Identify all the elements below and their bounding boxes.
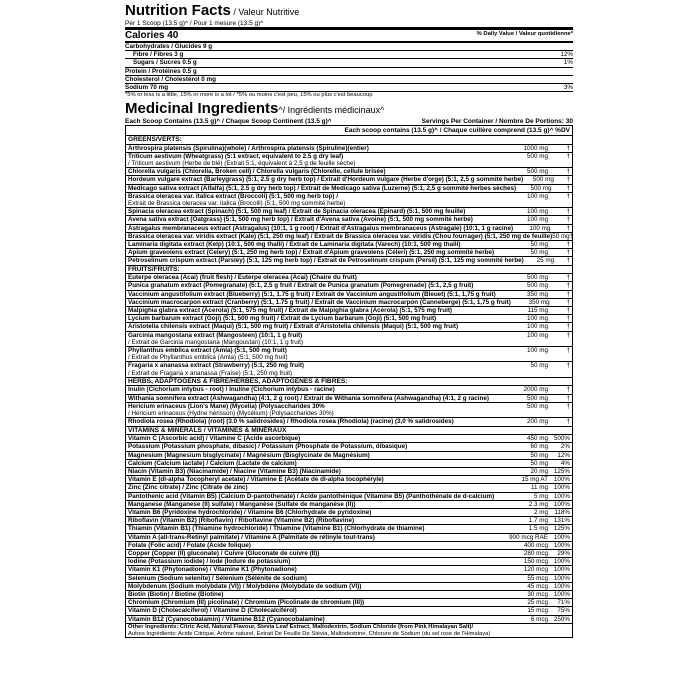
ingredient-amount: 100 mg: [526, 315, 548, 323]
ingredient-name: Molybdenum (Sodium molybdate (VI)) / Molybdène (Molybdate de sodium (VI)): [128, 582, 362, 590]
ingredient-dv: 500%: [553, 435, 570, 443]
ingredient-amount: 400 mcg: [523, 541, 548, 549]
ingredient-name: Arthrospira platensis (Spirulina)(whole) / Arthrospira platensis (Spiruline)(entier): [128, 144, 369, 152]
ingredient-row: [126, 361, 572, 369]
ingredient-dv: 100%: [553, 476, 570, 484]
ingredient-amount: 500 mg: [532, 176, 554, 184]
ingredient-name: Vitamin E (dl-alpha Tocopheryl acetate) / Vitamine E (Acétate de dl-alpha tocophéryle): [128, 476, 384, 484]
ingredient-amount: 50 mg: [530, 241, 548, 249]
ingredient-dv: 12%: [557, 451, 570, 459]
ingredient-dv: †: [566, 144, 570, 152]
ingredient-dv: †: [566, 298, 570, 306]
ingredient-dv: 125%: [553, 467, 570, 475]
ingredient-name: Hordeum vulgare extract (Barleygrass) (5:1, 2.5 g dry herb top) / Extrait d'Hordeum vulgare (Herbe d'orge) (5:1, 2,5 g sommité herbe): [128, 176, 524, 184]
ingredient-dv: †: [566, 307, 570, 315]
ingredient-row: [126, 410, 572, 417]
ingredient-amount: 150 mcg: [523, 558, 548, 566]
ingredient-name: Phyllanthus emblica extract (Amla) (5:1, 500 mg fruit): [128, 347, 287, 355]
ingredient-amount: 2.3 mg: [528, 500, 548, 508]
ingredient-amount: 15 mcg: [527, 607, 548, 615]
ingredient-row: [126, 606, 572, 614]
ingredient-amount: 100 mg: [526, 208, 548, 216]
ingredient-amount: 5 mg: [534, 492, 548, 500]
ingredient-row: [126, 574, 572, 582]
ingredient-amount: 50 mg: [530, 451, 548, 459]
ingredient-name: Iodine (Potassium iodide) / Iode (Iodure de potassium): [128, 558, 291, 566]
ingredient-row: [126, 524, 572, 532]
ingredient-name: Magnesium (Magnesium bisglycinate) / Magnésium (Bisglycinate de Magnésium): [128, 451, 370, 459]
ingredient-row: [126, 451, 572, 459]
ingredient-name: Medicago sativa extract (Alfalfa) (5:1, 2.5 g dry herb top) / Extrait de Medicago sativa (Luzerne) (5:1, 2,5 g sommité herbes sèches): [128, 184, 517, 192]
ingredient-amount: 20 mg: [530, 467, 548, 475]
ingredient-row: [126, 417, 572, 425]
nutrition-rows: [125, 41, 573, 91]
ingredient-name: Biotin (Biotin) / Biotine (Biotine): [128, 590, 224, 598]
other-ingredients: [126, 623, 572, 638]
ingredient-row: [126, 240, 572, 248]
nutrient-name: Cholesterol / Cholestérol 0 mg: [125, 75, 216, 83]
ingredient-row: [126, 516, 572, 524]
ingredient-row: [126, 322, 572, 330]
ingredient-dv: †: [566, 184, 570, 192]
ingredient-dv: 100%: [553, 566, 570, 574]
ingredient-name: Astragalus membranaceus extract (Astragalus) (10:1, 1 g root) / Extrait d'Astragalus membranaceus (Astragale) (10:1, 1 g racine): [128, 224, 514, 232]
ingredient-amount: 115 mg: [527, 307, 548, 315]
ingredient-name: Niacin (Vitamin B3) (Niacinamide) / Niacine (Vitamine B3) (Niacinamide): [128, 467, 341, 475]
ingredient-row: [126, 582, 572, 590]
ingredient-amount: 1000 mg: [523, 144, 548, 152]
dv-footnote: *5% or less is a little, 15% or more is a lot / *5% ou moins c'est peu, 15% ou plus c'est beaucoup: [125, 91, 573, 99]
ingredient-row: [126, 248, 572, 256]
ingredient-row: [126, 167, 572, 175]
ingredient-row: [126, 290, 572, 298]
ingredient-amount: 25 mcg: [527, 599, 548, 607]
ingredient-name: Chromium (Chromium (III) picolinate) / Chromium (Picolinate de chromium (III)): [128, 599, 365, 607]
ingredient-row: [126, 402, 572, 410]
ingredient-dv: 100%: [553, 590, 570, 598]
ingredient-row: [126, 152, 572, 160]
ingredient-name: Hericium erinaceus (Lion's Mane) (Mycelia) (Polysaccharides 30%: [128, 402, 325, 410]
nutrient-name: Fibre / Fibres 3 g: [133, 51, 184, 59]
ingredient-name: Garcinia mangostana extract (Mangosteen) (10:1, 1 g fruit): [128, 331, 303, 339]
nutrient-name: Protein / Protéines 0.5 g: [125, 67, 197, 75]
ingredient-name: Euterpe oleracea (Acai) (fruit flesh) / Euterpe oleracea (Acai) (Chaire du fruit): [128, 274, 357, 282]
ingredient-name: Aristotelia chilensis extract (Maqui) (5:1, 500 mg fruit) / Extrait d'Aristotelia chilensis (Maqui) (5:1, 500 mg fruit): [128, 323, 459, 331]
ingredient-amount: 500 mg: [526, 394, 548, 402]
ingredient-dv: †: [566, 290, 570, 298]
ingredient-amount: 25 mg: [536, 257, 555, 265]
ingredient-dv: †: [566, 282, 570, 290]
ingredient-dv: 100%: [553, 500, 570, 508]
ingredient-amount: 60 mg: [530, 443, 548, 451]
ingredient-name: / Extrait de Garcinia mangostana (Mangoustan) (10:1, 1 g fruit): [128, 338, 303, 346]
ingredient-dv: †: [566, 257, 570, 265]
ingredient-row: [126, 549, 572, 557]
ingredient-name: Lycium barbarum extract (Goji) (5:1, 500 mg fruit) / Extrait de Lycium barbarum (Goji) (5:1, 500 mg fruit): [128, 315, 437, 323]
ingredient-dv: 100%: [553, 492, 570, 500]
ingredient-dv: 100%: [553, 484, 570, 492]
section-title: VITAMINS & MINERALS / VITAMINES & MINÉRAUX: [126, 426, 572, 435]
ingredient-amount: 6 mcg: [530, 615, 548, 623]
ingredient-amount: 500 mg: [530, 184, 552, 192]
ingredient-amount: 45 mcg: [527, 582, 548, 590]
ingredient-name: Chlorella vulgaris (Chlorella, Broken cell) / Chlorella vulgaris (Chlorelle, cellule brisée): [128, 168, 386, 176]
ingredient-amount: 100 mg: [526, 323, 548, 331]
ingredient-amount: 2 mg: [534, 508, 548, 516]
ingredient-name: Vitamin A (all-trans-Retinyl palmitate) / Vitamine A (Palmitate de rétinyle tout-trans): [128, 533, 375, 541]
calories-row: [125, 27, 573, 41]
ingredient-row: [126, 492, 572, 500]
ingredient-dv: 100%: [553, 558, 570, 566]
ingredient-row: [126, 256, 572, 264]
ingredient-name: Vaccinium macrocarpon extract (Cranberry) (5:1, 1.75 g fruit) / Extrait de Vaccinium macrocarpon (Canneberge) (5:1, 1,75 g fruit): [128, 298, 511, 306]
ingredient-row: [126, 200, 572, 207]
ingredient-amount: 500 mg: [526, 152, 548, 160]
nutrient-name: Carbohydrates / Glucides 9 g: [125, 43, 213, 50]
nutrition-facts-title: Nutrition Facts: [125, 2, 231, 19]
nutrition-row: [125, 83, 573, 91]
ingredient-dv: †: [566, 323, 570, 331]
ingredient-name: Apium graveolens extract (Celery) (5:1, 250 mg herb top) / Extrait d'Apium graveolens (Céleri) (5:1, 250 mg sommité herbe): [128, 249, 495, 257]
ingredient-dv: †: [566, 208, 570, 216]
ingredient-name: Triticum aestivum (Wheatgrass) (5:1 extract, equivalent to 2.5 g dry leaf): [128, 152, 344, 160]
ingredient-row: [126, 467, 572, 475]
ingredient-dv: †: [566, 347, 570, 355]
ingredient-amount: 55 mcg: [527, 574, 548, 582]
ingredient-name: Vaccinium angustifolium extract (Blueberry) (5:1, 1.75 g fruit) / Extrait de Vaccinium angustifolium (Bleuet) (5:1, 1,75 g fruit): [128, 290, 496, 298]
medicinal-subheader: [125, 118, 573, 125]
ingredient-dv: 4%: [560, 459, 570, 467]
ingredient-row: [126, 160, 572, 167]
ingredient-amount: 50 mg: [530, 249, 548, 257]
ingredient-dv: 100%: [553, 582, 570, 590]
ingredient-row: [126, 557, 572, 565]
ingredient-name: Vitamin D (Cholecalciferol) / Vitamine D (Cholécalciférol): [128, 607, 297, 615]
ingredient-row: [126, 354, 572, 361]
ingredient-dv: †: [566, 386, 570, 394]
ingredient-dv: †: [566, 331, 570, 339]
ingredient-row: [126, 565, 572, 573]
ingredient-row: [126, 533, 572, 541]
ingredient-name: Avena sativa extract (Oatgrass) (5:1, 500 mg herb top) / Extrait d'Avena sativa (Avoine) (5:1, 500 mg sommité herbe): [128, 216, 473, 224]
ingredient-amount: 500 mg: [526, 282, 548, 290]
ingredient-row: [126, 590, 572, 598]
ingredient-name: Vitamin B12 (Cyanocobalamin) / Vitamine B12 (Cyanocobalamine): [128, 615, 325, 623]
ingredient-amount: 50 mg: [552, 232, 570, 240]
ingredient-dv: †: [566, 192, 570, 200]
ingredient-dv: †: [566, 216, 570, 224]
ingredient-sections: [126, 135, 572, 623]
ingredient-name: Vitamin B6 (Pyridoxine hydrochloride) / Vitamine B6 (Chlorhydrate de pyridoxine): [128, 508, 372, 516]
ingredient-name: Potassium (Potassium phosphate, dibasic) / Potassium (Phosphate de Potassium, dibasique): [128, 443, 408, 451]
ingredient-name: Inulin (Cichorium intybus - root) / Inuline (Cichorium intybus - racine): [128, 386, 335, 394]
nutrition-facts-title-fr: / Valeur Nutritive: [230, 7, 300, 17]
calories: Calories 40: [125, 30, 179, 41]
ingredient-dv: 100%: [553, 533, 570, 541]
ingredient-row: [126, 281, 572, 289]
other-ingredients-fr: Autres Ingrédients: Acide Citrique, Arôme naturel, Extrait De Feuille De Stévia, Maltodextrine, Chlorure de Sodium (du sel rose de l'Himalaya): [128, 630, 491, 637]
ingredients-table: [125, 125, 573, 638]
ingredient-dv: †: [566, 176, 570, 184]
ingredient-amount: 11 mg: [530, 484, 548, 492]
ingredient-dv: 75%: [557, 607, 570, 615]
nutrient-dv: 12%: [560, 51, 573, 59]
ingredient-row: [126, 175, 572, 183]
ingredient-dv: †: [566, 362, 570, 370]
medicinal-title: Medicinal Ingredients: [125, 100, 279, 118]
ingredient-name: Petroselinum crispum extract (Parsley) (5:1, 125 mg herb top) / Extrait de Petroselinum crispum (Persil) (5:1, 125 mg sommité herbe): [128, 257, 524, 265]
nutrient-dv: 3%: [563, 84, 573, 92]
daily-value-header: % Daily Value / Valeur quotidienne*: [476, 31, 573, 37]
ingredient-amount: 100 mg: [526, 192, 548, 200]
ingredient-dv: †: [566, 152, 570, 160]
ingredient-amount: 100 mg: [529, 224, 551, 232]
ingredient-row: [126, 273, 572, 281]
ingredient-row: [126, 598, 572, 606]
section-title: GREENS/VERTS:: [126, 135, 572, 144]
ingredient-row: [126, 184, 572, 192]
ingredient-dv: †: [566, 241, 570, 249]
ingredient-amount: 120 mcg: [523, 566, 548, 574]
section-title: FRUITS/FRUITS:: [126, 265, 572, 274]
ingredient-row: [126, 207, 572, 215]
ingredient-amount: 500 mg: [526, 402, 548, 410]
nutrition-row: [125, 75, 573, 83]
ingredient-amount: 100 mg: [526, 347, 548, 355]
ingredient-dv: †: [566, 224, 570, 232]
ingredient-amount: 100 mg: [526, 331, 548, 339]
ingredient-dv: †: [566, 402, 570, 410]
ingredient-amount: 500 mg: [526, 168, 548, 176]
ingredient-name: / Extrait de Fragaria x ananassa (Fraise) (5:1, 250 mg fruit): [128, 369, 293, 377]
ingredient-amount: 200 mg: [526, 418, 548, 426]
supplement-label: [125, 2, 573, 638]
ingredient-amount: 1.5 mg: [528, 525, 548, 533]
ingredient-name: Laminaria digitata extract (Kelp) (10:1, 500 mg thalli) / Extrait de Laminaria digitata (Varech) (10:1, 500 mg thalli): [128, 241, 461, 249]
ingredient-row: [126, 370, 572, 377]
ingredient-dv: 100%: [553, 541, 570, 549]
serving-size: Per 1 Scoop (13.5 g)^ / Pour 1 mesure (13.5 g)^: [125, 20, 264, 27]
ingredient-amount: 2000 mg: [523, 386, 548, 394]
ingredient-amount: 350 mg: [526, 290, 548, 298]
ingredient-name: Withania somnifera extract (Ashwagandha) (4:1, 2 g root) / Extrait de Withania somnifera (Ashwagandha) (4:1, 2 g racine): [128, 394, 489, 402]
ingredient-row: [126, 459, 572, 467]
scoop-contains: Each Scoop Contains (13.5 g)^ / Chaque Scoop Continent (13.5 g)^: [125, 118, 332, 126]
ingredient-row: [126, 394, 572, 402]
nutrition-row: [125, 58, 573, 66]
ingredient-name: Spinacia oleracea extract (Spinach) (5:1, 500 mg leaf) / Extrait de Spinacia oleracea (Epinard) (5:1, 500 mg feuille): [128, 208, 466, 216]
ingredient-dv: 118%: [554, 508, 570, 516]
ingredient-amount: 900 mcg RAE: [509, 533, 548, 541]
ingredient-row: [126, 306, 572, 314]
ingredient-dv: †: [566, 418, 570, 426]
ingredient-name: Vitamin C (Ascorbic acid) / Vitamine C (Acide ascorbique): [128, 435, 301, 443]
ingredient-row: [126, 215, 572, 223]
ingredient-dv: 100%: [553, 574, 570, 582]
ingredient-row: [126, 483, 572, 491]
nutrition-row: [125, 67, 573, 75]
ingredient-name: / Hericium erinaceus (Hydne hérisson) (Mycélium) (Polysaccharides 30%): [128, 410, 334, 418]
nutrition-row: [125, 42, 573, 50]
nutrition-row: [125, 50, 573, 58]
ingredient-amount: 350 mg: [528, 298, 550, 306]
ingredient-name: Selenium (Sodium selenite) / Sélénium (Sélénite de sodium): [128, 574, 307, 582]
ingredient-name: Copper (Copper (II) gluconate) / Cuivre (Gluconate de cuivre (II)): [128, 549, 320, 557]
ingredient-name: Extrait de Brassica oleracea var. italica (Brocolli) (5:1, 500 mg sommité herbe): [128, 200, 346, 208]
ingredient-amount: 500 mg: [526, 274, 548, 282]
ingredient-dv: †: [566, 394, 570, 402]
ingredient-name: Rhodiola rosea (Rhodiola) (root) (3.0 % salidrosides) / Rhodiola rosea (Rhodiola) (racine) (3,0 % salidrosides): [128, 418, 454, 426]
nutrient-dv: 1%: [563, 59, 573, 67]
ingredient-name: Pantothenic acid (Vitamin B5) (Calcium D-pantothenate) / Acide pantothénique (Vitamine B5) (Panthothénate de d-calcium): [128, 492, 495, 500]
nutrient-name: Sugars / Sucres 0.5 g: [133, 59, 197, 67]
ingredient-name: Calcium (Calcium lactate) / Calcium (Lactate de calcium): [128, 459, 297, 467]
ingredient-name: Brassica oleracea var. viridis extract (Kale) (5:1, 250 mg leaf) / Extrait de Brassica oleracea var. viridis (Chou fourrager) (5:1, 250 mg de feuille): [128, 232, 553, 240]
ingredient-amount: 30 mcg: [527, 590, 548, 598]
medicinal-header: [125, 100, 573, 118]
ingredient-dv: †: [569, 232, 574, 240]
ingredient-amount: 280 mcg: [523, 549, 548, 557]
ingredient-name: Brassica oleracea var. italica extract (Broccoli) (5:1, 500 mg herb top) /: [128, 192, 338, 200]
ingredient-amount: 450 mg: [526, 435, 548, 443]
ingredient-name: / Extrait de Phyllanthus emblica (Amla) (5:1, 500 mg fruit): [128, 354, 288, 362]
ingredient-name: Folate (Folic acid) / Folate (Acide folique): [128, 541, 251, 549]
medicinal-title-fr: ^/ Ingrédients médicinaux^: [278, 105, 385, 116]
ingredient-name: Malpighia glabra extract (Acerola) (5:1, 575 mg fruit) / Extrait de Malpighia glabra (Acérola) (5:1, 575 mg fruit): [128, 307, 453, 315]
ingredient-dv: †: [566, 249, 570, 257]
servings-per-container: Servings Per Container / Nombre De Portions: 30: [421, 118, 573, 126]
ingredient-name: Vitamin K1 (Phytonadione) / Vitamine K1 (Phytonadione): [128, 566, 297, 574]
ingredient-dv: 131%: [553, 517, 570, 525]
ingredient-dv: 2%: [560, 443, 570, 451]
ingredient-dv: †: [566, 315, 570, 323]
ingredient-name: Manganese (Manganese (II) sulfate) / Manganèse (Sulfate de manganèse (II)): [128, 500, 356, 508]
ingredient-dv: 71%: [557, 599, 570, 607]
ingredient-row: [126, 346, 572, 354]
nutrient-name: Sodium 70 mg: [125, 84, 169, 92]
ingredient-dv: †: [566, 168, 570, 176]
ingredient-amount: 50 mg: [530, 362, 548, 370]
other-ingredients-en: Other Ingredients: Citric Acid, Natural Flavour, Stevia Leaf Extract, Maltodextrin, Sodium Chloride (from Pink Himalayan Salt)/: [128, 623, 474, 630]
ingredient-row: [126, 500, 572, 508]
ingredient-row: [126, 232, 572, 240]
ingredient-row: [126, 331, 572, 339]
ingredient-name: Thiamin (Vitamin B1) (Thiamine hydrochloride) / Thiamine (Vitamine B1) (Chlorhydrate de thiamine): [128, 525, 425, 533]
ingredient-row: [126, 224, 572, 232]
ingredient-dv: 29%: [557, 549, 570, 557]
nutrition-facts-header: [125, 2, 573, 20]
ingredient-dv: †: [566, 274, 570, 282]
ingredient-amount: 100 mg: [526, 216, 548, 224]
ingredient-row: [126, 508, 572, 516]
ingredient-dv: 125%: [553, 525, 570, 533]
ingredient-row: [126, 298, 572, 306]
ingredient-row: [126, 475, 572, 483]
ingredient-name: Zinc (Zinc citrate) / Zinc (Citrate de zinc): [128, 484, 248, 492]
ingredient-row: [126, 442, 572, 450]
ingredient-row: [126, 144, 572, 152]
section-title: HERBS, ADAPTOGENS & FIBRE/HERBES, ADAPTOGÈNES & FIBRES:: [126, 377, 572, 386]
ingredient-row: [126, 434, 572, 442]
ingredient-row: [126, 541, 572, 549]
ingredients-column-header: Each scoop contains (13.5 g)^ / Chaque cuillère comprend (13.5 g)^ %DV: [344, 127, 570, 135]
ingredient-amount: 50 mg: [530, 459, 548, 467]
ingredient-row: [126, 192, 572, 200]
ingredient-name: Punica granatum extract (Pomegranate) (5:1, 2.5 g fruit / Extrait de Punica granatum (Pomegrenade) (5:1, 2,5 g fruit): [128, 282, 474, 290]
ingredient-name: / Triticum aestivum (Herbe de blé) (Extrait 5:1, équivalent à 2,5 g de feuille sèche): [128, 160, 356, 168]
ingredient-amount: 1.7 mg: [528, 517, 548, 525]
ingredient-dv: 250%: [553, 615, 570, 623]
ingredient-row: [126, 615, 572, 623]
ingredient-amount: 15 mg AT: [521, 476, 548, 484]
ingredient-name: Fragaria x ananassa extract (Strawberry) (5:1, 250 mg fruit): [128, 362, 305, 370]
ingredient-row: [126, 314, 572, 322]
ingredient-row: [126, 385, 572, 393]
ingredient-name: Riboflavin (Vitamin B2) (Riboflavin) / Riboflavine (Vitamine B2) (Riboflavine): [128, 517, 355, 525]
ingredient-row: [126, 339, 572, 346]
